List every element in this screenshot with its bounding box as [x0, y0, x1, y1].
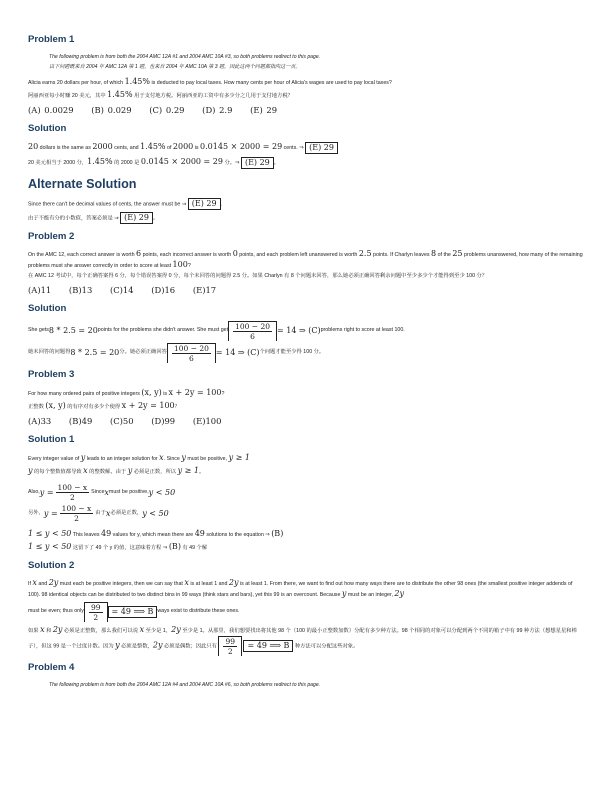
fraction: $\frac{100 - 20}{6}$ — [235, 321, 270, 341]
choice: (D)16 — [151, 284, 176, 295]
problem3-question-en: For how many ordered pairs of positive integers (x, y) is x + 2y = 100? — [28, 387, 225, 397]
ceiling-bracket — [84, 602, 108, 622]
problem3-solution2-heading: Solution 2 — [28, 559, 75, 571]
alternate-zh: 由于不能有分的小数值，答案必须是 ⇒ (E) 29 。 — [28, 213, 159, 223]
problem1-question-en: Alicia earns 20 dollars per hour, of which 1.45% is deducted to pay local taxes. How many cents per hour of Alicia's wages are used to pay local taxes? — [28, 77, 392, 86]
fraction: $\frac{100 - 20}{6}$ — [173, 343, 209, 363]
problem1-question-zh: 阿丽西亚每小时赚 20 美元，其中 1.45% 用于支付地方税。阿丽西亚的工资中有多少分之几用于支付地方税？ — [28, 90, 293, 99]
alternate-en: Since there can't be decimal values of cents, the answer must be ⇒ (E) 29 . — [28, 199, 223, 208]
answer-box: = 49 ⟹ B — [243, 640, 293, 652]
problem3-s1-en: Every integer value of y leads to an integer solution for x. Since y must be positive, y ≥ 1 — [28, 452, 250, 462]
choice: (A) 0.0029 — [28, 105, 74, 115]
problem3-s2-en: If x and 2y must each be positive integers, then we can say that x is at least 1 and 2y is at least 1. From there, we want to find out how many ways there are to distribute the other 98 ones (the smallest positive integer addends of 100). 98 identical objects can be distributed to two distinct bins in 99 ways (think stars and bars), yet this 99 is an overcount. Because y must be an integer, 2y — [28, 577, 573, 598]
content — [28, 34, 584, 690]
fraction: $\frac{99}{2}$ — [225, 636, 235, 656]
problem1-heading: Problem 1 — [28, 34, 75, 45]
choice: (E) 29 — [250, 105, 278, 115]
problem3-s2-en-end: must be even; thus only $\frac{99}{2}$ = 49 ⟹ B ways exist to distribute these ones. — [28, 602, 240, 622]
ceiling-bracket — [218, 636, 242, 656]
problem4-heading: Problem 4 — [28, 661, 75, 673]
choice: (B) 0.029 — [91, 105, 132, 115]
problem3-s1-zh: y 的每个整数值都导致 x 的整数解。由于 y 必须是正数，所以 y ≥ 1。 — [28, 465, 205, 475]
choice: (E)100 — [192, 415, 222, 426]
problem3-choices — [28, 416, 584, 426]
answer-box: (E) 29 — [188, 198, 221, 210]
problem3-range-en: 1 ≤ y < 50 This leaves 49 values for y, which mean there are 49 solutions to the equation ⇒ (B) — [28, 528, 284, 538]
choice: (B)13 — [68, 284, 93, 295]
answer-box: (E) 29 — [120, 212, 153, 224]
choice: (B)49 — [68, 415, 93, 426]
answer-box: = 49 ⟹ B — [108, 606, 158, 618]
fraction: $\frac{100 - x}{2}$ — [57, 482, 88, 502]
problem2-heading: Problem 2 — [28, 230, 75, 242]
answer-box: (E) 29 — [305, 142, 338, 154]
choice: (D) 2.9 — [202, 105, 233, 115]
alternate-solution-heading: Alternate Solution — [28, 177, 137, 191]
choice: (C)50 — [109, 415, 134, 426]
problem2-solution-en: She gets 8 * 2.5 = 20 points for the problems she didn't answer. She must get $\frac{100 - 20}{6}$ = 14 ⇒ (C) problems right to score at least 100. — [28, 321, 405, 341]
choice: (C) 0.29 — [149, 105, 185, 115]
problem3-s2-zh: 如果 x 和 2y 必须是正整数，那么我们可以说 x 至少是 1，2y 至少是 1。从那里，我们想要找出将其他 98 个（100 的最小正整数加数）分配有多少种方法。98 个相同的对象可以分配到两个不同的箱子中有 99 种方法（想想星星和棒子），但这 99 是一个过度计数。因为 y 必须是整数，2y 必须是偶数；因此只有 $\frac{99}{2}$ = 49 ⟹ B 种方法可以分配这些对象。 — [28, 624, 577, 656]
ceiling-bracket — [167, 343, 216, 363]
problem4-note-en: The following problem is from both the 2004 AMC 12A #4 and 2004 AMC 10A #6, so both problems redirect to this page. — [49, 681, 321, 688]
choice: (E)17 — [192, 284, 217, 295]
choice: (D)99 — [151, 415, 176, 426]
ceiling-bracket — [228, 321, 277, 341]
problem1-choices — [28, 105, 584, 115]
fraction: $\frac{99}{2}$ — [90, 602, 101, 622]
answer-box: (E) 29 — [241, 157, 274, 169]
choice: (A)11 — [28, 284, 52, 295]
problem3-also-zh: 另外， y = $\frac{100 - x}{2}$ 由于 x 必须是正数， y < 50 — [28, 503, 169, 523]
problem2-question-zh: 在 AMC 12 考试中，每个正确答案得 6 分，每个错误答案得 0 分，每个未回答的问题得 2.5 分。如果 Charlyn 有 8 个问题未回答，那么她必须正确回答剩余问题中至少多少个才能得到至少 100 分？ — [28, 272, 488, 279]
problem2-question-en: On the AMC 12, each correct answer is worth 6 points, each incorrect answer is worth 0 points, and each problem left unanswered is worth 2.5 points. If Charlyn leaves 8 of the 25 problems unanswered, how many of the remaining problems must she answer correctly in order to score at least 100? — [28, 248, 583, 269]
problem3-also-en: Also, y = $\frac{100 - x}{2}$ Since x must be positive, y < 50 — [28, 482, 176, 502]
problem1-note-en: The following problem is from both the 2004 AMC 12A #1 and 2004 AMC 10A #3, so both problems redirect to this page. — [49, 54, 321, 60]
problem1-solution-en: 20 dollars is the same as 2000 cents, and 1.45% of 2000 is 0.0145 × 2000 = 29 cents. ⇒ (E) 29 — [28, 141, 584, 154]
problem2-solution-heading: Solution — [28, 302, 67, 314]
problem3-range-zh: 1 ≤ y < 50 这留下了 49 个 y 的值，这意味着方程 ⇒ (B) 有 49 个解 — [28, 541, 208, 551]
problem3-question-zh: 正整数 (x, y) 的有序对有多少个使得 x + 2y = 100？ — [28, 400, 180, 410]
problem2-choices — [28, 285, 584, 295]
choice: (A)33 — [28, 415, 52, 426]
problem2-solution-zh: 她未回答的问题得 8 * 2.5 = 20 分。她必须正确回答 $\frac{100 - 20}{6}$ = 14 ⇒ (C) 个问题才能至少得 100 分。 — [28, 343, 325, 363]
problem3-solution1-heading: Solution 1 — [28, 433, 75, 445]
problem1-solution-heading: Solution — [28, 123, 67, 134]
choice: (C)14 — [109, 284, 134, 295]
problem3-heading: Problem 3 — [28, 368, 75, 380]
problem1-note-zh: 以下问题既来自 2004 年 AMC 12A 第 1 题，也来自 2004 年 AMC 10A 第 3 题，因此这两个问题都指向这一页。 — [49, 64, 301, 70]
problem1-solution-zh: 20 美元相当于 2000 分，1.45% 的 2000 是 0.0145 × 2000 = 29 分。⇒ (E) 29 。 — [28, 157, 280, 167]
fraction: $\frac{100 - x}{2}$ — [61, 503, 92, 523]
